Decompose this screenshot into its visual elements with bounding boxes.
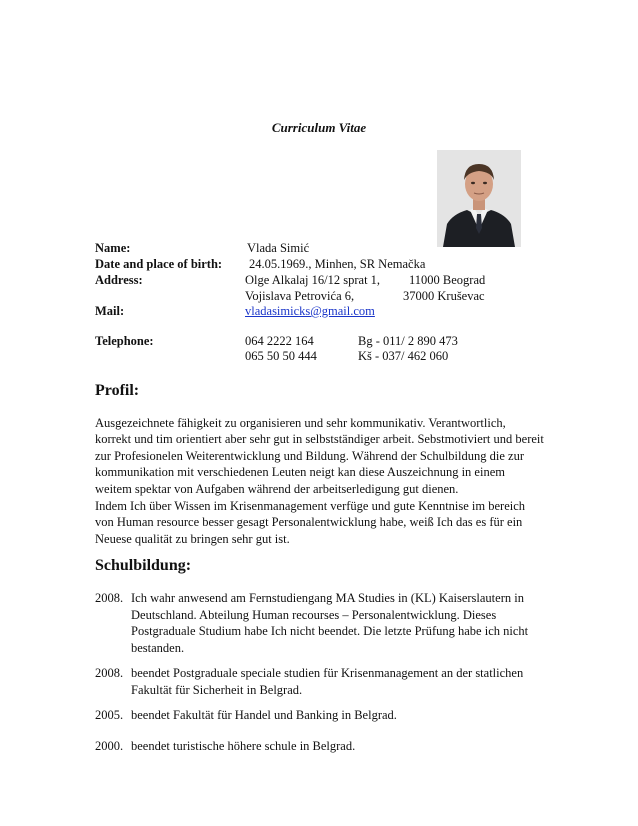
text-line: bestanden. [131,640,185,655]
education-year: 2005. [95,708,124,722]
profil-paragraph-1 [95,415,550,497]
text-line: Deutschland. Abteilung Human recourses – Personalentwicklung. Dieses [131,607,497,622]
text-line: beendet turistische höhere schule in Belgrad. [131,739,356,753]
text-line: Ich wahr anwesend am Fernstudiengang MA Studies in (KL) Kaiserslautern in [131,591,524,605]
address-1-city: 11000 Beograd [409,273,486,287]
education-entry [131,707,397,724]
phone-1-alt: Bg - 011/ 2 890 473 [358,334,458,348]
text-line: kommunikation mit verschiedenen Leuten neigt kan diese Auszeichnung in einem [95,465,505,480]
portrait-image [437,150,521,247]
birth-value: 24.05.1969., Minhen, SR Nemačka [249,257,426,271]
text-line: weitem spektar von Aufgaben während der arbeitserledigung gut dienen. [95,481,459,496]
text-line: beendet Postgraduale speciale studien für Krisenmanagement an der statlichen [131,666,524,680]
telephone-label: Telephone: [95,334,154,348]
phone-2-alt: Kš - 037/ 462 060 [358,349,449,363]
address-1-street: Olge Alkalaj 16/12 sprat 1, [245,273,381,287]
text-line: Postgraduale Studium habe Ich nicht beendet. Die letzte Prüfung habe ich nicht [131,624,529,639]
education-year: 2008. [95,591,124,605]
phone-2: 065 50 50 444 [245,349,317,363]
mail-label: Mail: [95,304,125,318]
address-2-street: Vojislava Petrovića 6, [245,289,355,303]
education-year: 2000. [95,739,124,753]
education-year: 2008. [95,666,124,680]
text-line: zur Profesionelen Weiterentwicklung und Bildung. Während der Schulbildung die zur [95,448,524,463]
schulbildung-heading: Schulbildung: [95,557,192,574]
document-title: Curriculum Vitae [271,120,367,135]
name-label: Name: [95,241,131,255]
text-line: von Human resource besser gesagt Personalentwicklung habe, weiß Ich das es für ein [95,515,523,530]
education-entry [131,590,528,656]
birth-label: Date and place of birth: [95,257,223,271]
text-line: Neuese qualität zu bringen sehr gut ist. [95,531,290,546]
text-line: korrekt und tim orientiert aber sehr gut in selbstständiger arbeit. Sebstmotiviert und bereit [95,432,544,447]
phone-1: 064 2222 164 [245,334,314,348]
profile-photo [437,150,521,247]
address-label: Address: [95,273,143,287]
email-link[interactable]: vladasimicks@gmail.com [245,304,375,318]
education-entry [131,738,355,755]
education-entry [131,665,523,698]
profil-heading: Profil: [95,382,140,399]
profil-paragraph-2 [95,498,550,547]
text-line: Fakultät für Sicherheit in Belgrad. [131,682,303,697]
name-value: Vlada Simić [247,241,310,255]
address-2-city: 37000 Kruševac [403,289,485,303]
text-line: Ausgezeichnete fähigkeit zu organisieren und sehr kommunikativ. Verantwortlich, [95,416,506,430]
text-line: beendet Fakultät für Handel und Banking in Belgrad. [131,708,397,722]
text-line: Indem Ich über Wissen im Krisenmanagement verfüge und gute Kenntnise im bereich [95,499,526,513]
